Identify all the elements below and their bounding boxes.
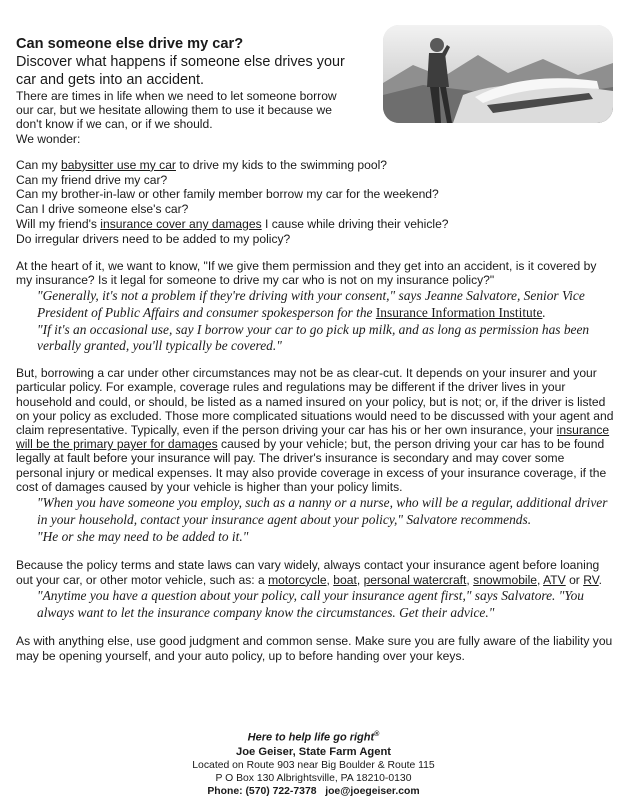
agent-contact: [0, 785, 627, 798]
paragraph-heart: At the heart of it, we want to know, "If we give them permission and they get into an accident, is it covered by my insurance? Is it legal for someone to drive my car who is not on my insurance policy?": [16, 258, 597, 287]
agent-footer: [0, 728, 627, 798]
tagline: Here to help life go right®: [247, 731, 380, 744]
agent-name: Joe Geiser, State Farm Agent: [235, 745, 392, 758]
question-item: Can my friend drive my car?: [16, 172, 168, 187]
intro-paragraph: [16, 89, 356, 146]
paragraph-policy-terms: Because the policy terms and state laws can vary widely, always contact your insurance agent before loaning out your car, or other motor vehicle, such as: a motorcycle, boat, personal watercraft, snowmobile, ATV or RV.: [16, 558, 603, 587]
question-item: Will my friend's insurance cover any damages I cause while driving their vehicle?: [16, 217, 449, 231]
question-item: Can I drive someone else's car?: [16, 202, 189, 217]
agent-phone: Phone: (570) 722-7378: [207, 785, 317, 797]
quote-added: "He or she may need to be added to it.": [37, 528, 249, 544]
intro-text: There are times in life when we need to let someone borrow our car, but we hesitate allowing them to use it because we don't know if we can, or if we should.: [16, 89, 337, 132]
quote-anytime: "Anytime you have a question about your policy, call your insurance agent first," says Salvatore. "You always want to let the insurance company know the circumstances. Get their advice.": [37, 587, 584, 620]
quote-occasional: "If it's an occasional use, say I borrow your car to go pick up milk, and as long as permission has been verbally granted, you'll typically be covered.": [37, 321, 590, 354]
iii-link[interactable]: Insurance Information Institute: [375, 304, 543, 320]
motorcycle-link[interactable]: motorcycle: [268, 572, 327, 587]
watercraft-link[interactable]: personal watercraft: [363, 572, 467, 587]
atv-link[interactable]: ATV: [543, 572, 566, 587]
question-list: [16, 158, 614, 247]
snowmobile-link[interactable]: snowmobile: [473, 572, 538, 587]
article: [16, 36, 614, 663]
boat-link[interactable]: boat: [333, 572, 357, 587]
paragraph-judgment: As with anything else, use good judgment and common sense. Make sure you are fully aware of the liability you may be opening yourself, and your auto policy, up to before handing over your keys.: [16, 634, 613, 663]
quote-employ: "When you have someone you employ, such as a nanny or a nurse, who will be a regular, additional driver in your household, contact your insurance agent about your policy," Salvatore recommends.: [37, 495, 608, 527]
article-subtitle: Discover what happens if someone else drives your car and gets into an accident.: [16, 54, 345, 88]
agent-address-line2: P O Box 130 Albrightsville, PA 18210-0130: [215, 772, 412, 784]
agent-email-link[interactable]: joe@joegeiser.com: [325, 785, 420, 797]
article-title: Can someone else drive my car?: [16, 36, 244, 52]
rv-link[interactable]: RV: [583, 572, 599, 587]
question-item: Can my brother-in-law or other family member borrow my car for the weekend?: [16, 187, 439, 202]
paragraph-circumstances: But, borrowing a car under other circumstances may not be as clear-cut. It depends on your insurer and your particular policy. For example, coverage rules and regulations may be different if the driver lives in your household and could, or should, be listed as a named insured on your policy, but is not; or, if the driver is listed on your policy as excluded. Those more complicated situations would need to be discussed with your agent and claim representative. Typically, even if the person driving your car has his or her own insurance, your insurance will be the primary payer for damages caused by your vehicle; but, the person driving your car has to be found legally at fault before your insurance will pay. The driver's insurance is secondary and may cover some personal injury or medical expenses. It may also provide coverage in excess of your insurance coverage, if the cost of damages caused by your vehicle is higher than your policy limits.: [16, 366, 614, 494]
primary-payer-link[interactable]: insurance will be the primary payer for damages: [16, 423, 610, 452]
question-item: Do irregular drivers need to be added to my policy?: [16, 231, 291, 246]
wonder-text: We wonder:: [16, 131, 81, 146]
registered-mark: ®: [374, 731, 380, 738]
question-item: Can my babysitter use my car to drive my kids to the swimming pool?: [16, 157, 388, 172]
quote-consent: "Generally, it's not a problem if they're driving with your consent," says Jeanne Salvatore, Senior Vice President of Public Affairs and consumer spokesperson for the Insurance Information Institute.: [37, 288, 585, 320]
babysitter-link[interactable]: babysitter use my car: [61, 157, 176, 172]
agent-address-line1: Located on Route 903 near Big Boulder & Route 115: [192, 759, 435, 771]
insurance-cover-link[interactable]: insurance cover any damages: [100, 217, 262, 231]
